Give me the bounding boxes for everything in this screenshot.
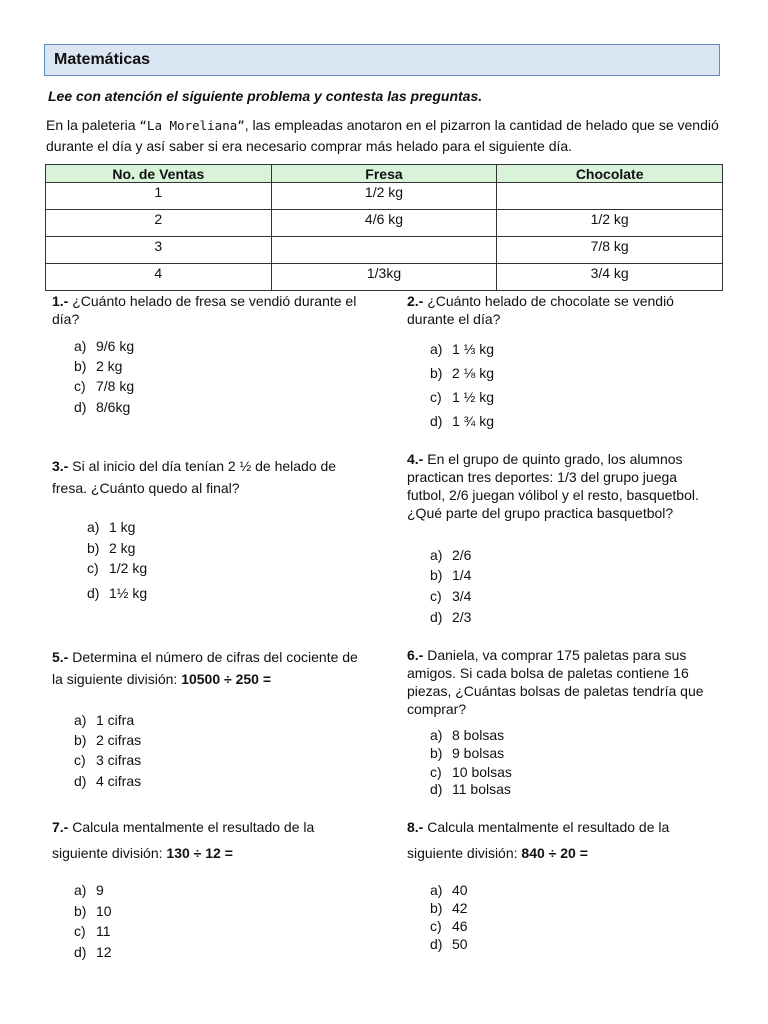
table-cell: 4 <box>46 264 272 291</box>
option-letter: a) <box>430 547 443 563</box>
option-b <box>430 365 494 381</box>
option-text: 9 bolsas <box>452 745 505 761</box>
option-letter: d) <box>74 399 87 415</box>
option-letter: a) <box>74 338 87 354</box>
table-row <box>46 264 723 291</box>
option-letter: d) <box>430 781 443 797</box>
question-text: Determina el número de cifras del cociente de la siguiente división: <box>52 649 358 687</box>
intro-text-before: En la paleteria <box>46 117 140 133</box>
option-text: 46 <box>452 918 468 934</box>
table-cell: 1/2 kg <box>497 210 723 237</box>
question-8 <box>407 814 707 866</box>
option-text: 2 kg <box>96 358 123 374</box>
option-a <box>74 712 134 728</box>
question-number: 1.- <box>52 293 69 309</box>
option-letter: b) <box>74 903 87 919</box>
question-number: 7.- <box>52 819 69 835</box>
instructions: Lee con atención el siguiente problema y contesta las preguntas. <box>48 88 483 104</box>
question-2 <box>407 292 707 328</box>
option-letter: d) <box>87 585 100 601</box>
table-cell: 1/2 kg <box>271 183 497 210</box>
option-text: 1 cifra <box>96 712 135 728</box>
question-text: Calcula mentalmente el resultado de la siguiente división: <box>407 819 670 861</box>
option-b <box>74 903 112 919</box>
question-number: 5.- <box>52 649 69 665</box>
option-d <box>87 585 147 601</box>
table-cell: 1/3kg <box>271 264 497 291</box>
option-c <box>74 378 134 394</box>
option-letter: b) <box>430 567 443 583</box>
option-text: 10 bolsas <box>452 764 512 780</box>
option-text: 9 <box>96 882 104 898</box>
intro-text-after: , las empleadas anotaron en el pizarron la cantidad de helado que se vendió durante el día y así saber si era necesario comprar más helado para el siguiente día. <box>46 117 719 154</box>
table-cell: 1 <box>46 183 272 210</box>
option-text: 40 <box>452 882 468 898</box>
option-d <box>74 399 130 415</box>
option-c <box>430 588 471 604</box>
option-a <box>74 338 134 354</box>
option-text: 50 <box>452 936 468 952</box>
table-cell: 3 <box>46 237 272 264</box>
question-7 <box>52 814 372 866</box>
option-letter: c) <box>430 918 442 934</box>
option-text: 42 <box>452 900 468 916</box>
table-row <box>46 183 723 210</box>
option-letter: d) <box>430 413 443 429</box>
division-expression: 840 ÷ 20 = <box>521 845 588 861</box>
option-text: 8 bolsas <box>452 727 505 743</box>
table-row <box>46 210 723 237</box>
option-text: 9/6 kg <box>96 338 135 354</box>
question-number: 6.- <box>407 647 424 663</box>
option-b <box>430 900 468 916</box>
division-expression: 10500 ÷ 250 = <box>181 671 272 687</box>
option-letter: a) <box>74 882 87 898</box>
question-number: 8.- <box>407 819 424 835</box>
option-text: 4 cifras <box>96 773 142 789</box>
question-text: ¿Cuánto helado de chocolate se vendió durante el día? <box>407 293 674 327</box>
option-letter: c) <box>74 378 86 394</box>
option-letter: d) <box>430 936 443 952</box>
option-text: 11 <box>96 923 111 939</box>
option-text: 11 bolsas <box>452 781 511 797</box>
option-text: 3/4 <box>452 588 472 604</box>
option-text: 2 kg <box>109 540 136 556</box>
option-d <box>430 936 468 952</box>
option-letter: a) <box>430 882 443 898</box>
section-header <box>44 44 720 76</box>
option-a <box>430 727 504 743</box>
option-text: 2 cifras <box>96 732 142 748</box>
option-letter: b) <box>430 365 443 381</box>
option-letter: c) <box>430 764 442 780</box>
question-3 <box>52 455 372 499</box>
option-a <box>430 547 471 563</box>
division-expression: 130 ÷ 12 = <box>166 845 233 861</box>
option-text: 8/6kg <box>96 399 131 415</box>
option-letter: d) <box>74 944 87 960</box>
table-cell: 3/4 kg <box>497 264 723 291</box>
option-text: 1 kg <box>109 519 136 535</box>
option-text: 3 cifras <box>96 752 142 768</box>
option-d <box>74 773 141 789</box>
option-c <box>430 764 512 780</box>
question-number: 3.- <box>52 458 69 474</box>
option-c <box>430 389 494 405</box>
option-text: 12 <box>96 944 112 960</box>
option-text: 1 ½ kg <box>452 389 495 405</box>
question-text: Si al inicio del día tenían 2 ½ de helado de fresa. ¿Cuánto quedo al final? <box>52 458 337 496</box>
option-letter: a) <box>430 341 443 357</box>
option-text: 2 ⅛ kg <box>452 365 495 381</box>
table-header-row <box>46 165 723 183</box>
option-letter: c) <box>430 389 442 405</box>
option-text: 1/4 <box>452 567 472 583</box>
question-number: 4.- <box>407 451 424 467</box>
option-c <box>74 923 111 939</box>
option-text: 7/8 kg <box>96 378 135 394</box>
table-cell: 7/8 kg <box>497 237 723 264</box>
question-text: Daniela, va comprar 175 paletas para sus amigos. Si cada bolsa de paletas contiene 16 piezas, ¿Cuántas bolsas de paletas tendría que comprar? <box>407 647 704 717</box>
option-a <box>87 519 135 535</box>
option-c <box>430 918 468 934</box>
table-cell <box>497 183 723 210</box>
question-text: ¿Cuánto helado de fresa se vendió durante el día? <box>52 293 357 327</box>
option-d <box>430 781 511 797</box>
table-cell: 2 <box>46 210 272 237</box>
option-c <box>87 560 147 576</box>
option-a <box>430 882 468 898</box>
option-b <box>74 358 122 374</box>
option-text: 1/2 kg <box>109 560 148 576</box>
option-text: 10 <box>96 903 112 919</box>
option-letter: b) <box>74 732 87 748</box>
option-b <box>430 567 471 583</box>
option-text: 2/6 <box>452 547 472 563</box>
option-text: 1 ¾ kg <box>452 413 495 429</box>
option-letter: d) <box>430 609 443 625</box>
option-d <box>74 944 112 960</box>
option-letter: a) <box>430 727 443 743</box>
table-header: Chocolate <box>497 165 723 183</box>
question-5 <box>52 646 372 690</box>
table-cell <box>271 237 497 264</box>
table-cell: 4/6 kg <box>271 210 497 237</box>
option-letter: d) <box>74 773 87 789</box>
option-letter: a) <box>87 519 100 535</box>
option-b <box>430 745 504 761</box>
option-d <box>430 413 494 429</box>
option-letter: b) <box>74 358 87 374</box>
option-a <box>430 341 494 357</box>
option-b <box>87 540 135 556</box>
option-letter: c) <box>430 588 442 604</box>
option-letter: c) <box>74 923 86 939</box>
option-a <box>74 882 104 898</box>
question-number: 2.- <box>407 293 424 309</box>
question-1 <box>52 292 372 328</box>
option-b <box>74 732 141 748</box>
question-4 <box>407 450 707 522</box>
option-text: 2/3 <box>452 609 472 625</box>
option-text: 1 ⅓ kg <box>452 341 495 357</box>
table-row <box>46 237 723 264</box>
question-text: Calcula mentalmente el resultado de la siguiente división: <box>52 819 315 861</box>
option-letter: b) <box>87 540 100 556</box>
question-text: En el grupo de quinto grado, los alumnos practican tres deportes: 1/3 del grupo juega futbol, 2/6 juegan vólibol y el resto, basquetbol. ¿Qué parte del grupo practica basquetbol? <box>407 451 699 521</box>
option-letter: a) <box>74 712 87 728</box>
option-c <box>74 752 141 768</box>
option-letter: c) <box>87 560 99 576</box>
table-header: No. de Ventas <box>46 165 272 183</box>
option-d <box>430 609 471 625</box>
option-letter: b) <box>430 900 443 916</box>
table-header: Fresa <box>271 165 497 183</box>
option-letter: b) <box>430 745 443 761</box>
option-letter: c) <box>74 752 86 768</box>
page-title: Matemáticas <box>54 51 151 68</box>
sales-table <box>45 164 723 291</box>
shop-name: “La Moreliana” <box>139 118 245 133</box>
question-6 <box>407 646 707 718</box>
intro-paragraph <box>46 115 726 156</box>
option-text: 1½ kg <box>109 585 148 601</box>
